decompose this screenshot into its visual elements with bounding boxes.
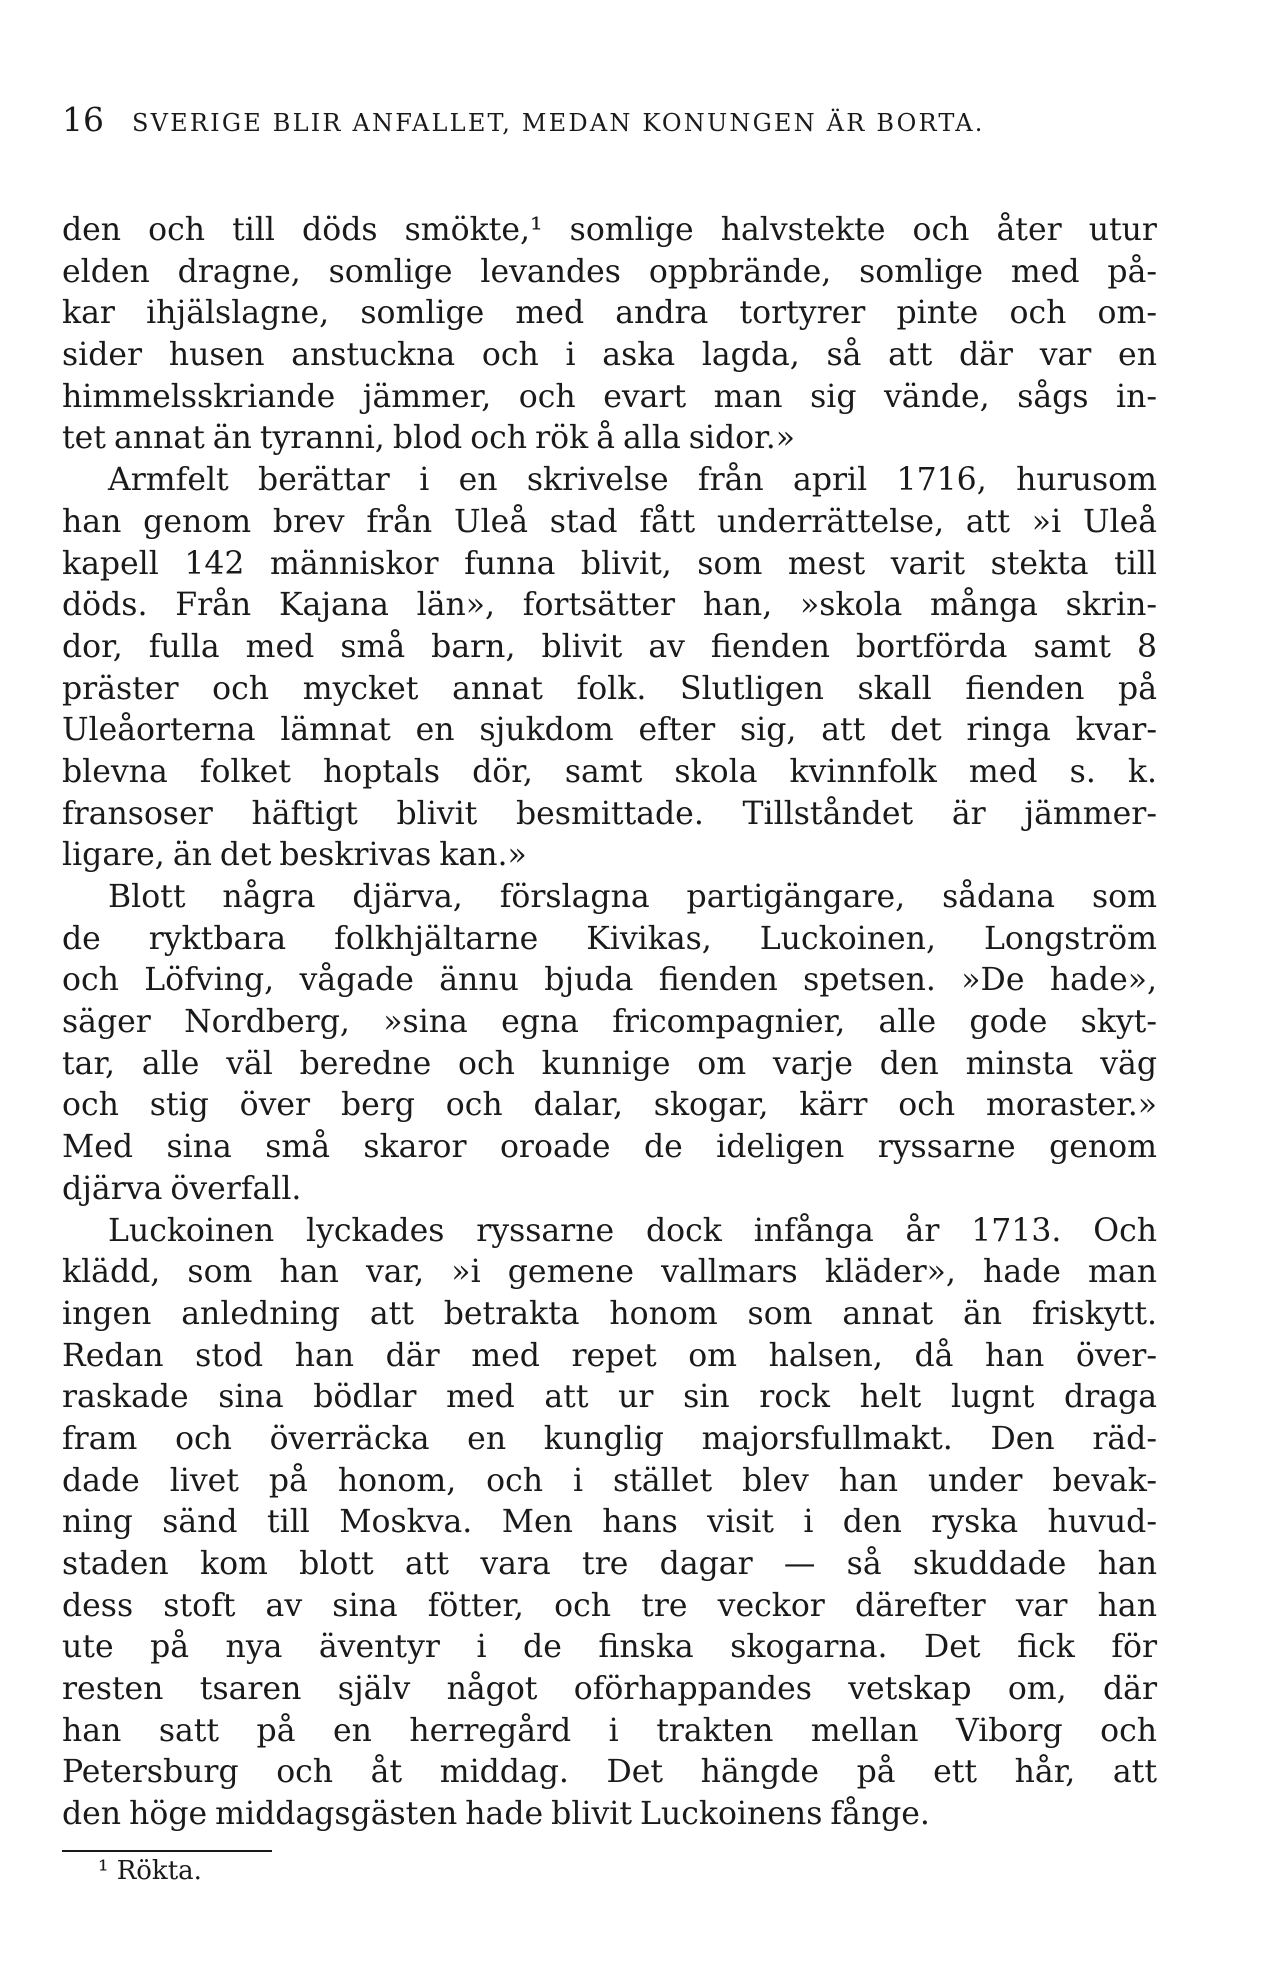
text-line: den höge middagsgästen hade blivit Luckoinens fånge. bbox=[62, 1796, 930, 1833]
text-line: säger Nordberg, »sina egna fricompagnier, alle gode skyt- bbox=[62, 1004, 1157, 1041]
text-line: himmelsskriande jämmer, och evart man sig vände, sågs in- bbox=[62, 378, 1157, 415]
text-line: den och till döds smökte,¹ somlige halvstekte och åter utur bbox=[62, 212, 1157, 248]
text-line: och Löfving, vågade ännu bjuda fienden spetsen. »De hade», bbox=[62, 962, 1157, 999]
text-line: kar ihjälslagne, somlige med andra tortyrer pinte och om- bbox=[62, 295, 1157, 332]
page-number: 16 bbox=[62, 100, 104, 139]
text-line: ning sänd till Moskva. Men hans visit i den ryska huvud- bbox=[62, 1504, 1157, 1541]
text-line: fransoser häftigt blivit besmittade. Tillståndet är jämmer- bbox=[62, 795, 1157, 832]
text-line: och stig över berg och dalar, skogar, kärr och moraster.» bbox=[62, 1087, 1157, 1124]
text-line: staden kom blott att vara tre dagar — så skuddade han bbox=[62, 1546, 1157, 1582]
text-line: resten tsaren själv något oförhappandes vetskap om, där bbox=[62, 1671, 1157, 1708]
text-line: Blott några djärva, förslagna partigängare, sådana som bbox=[108, 879, 1157, 915]
text-line: dade livet på honom, och i stället blev han under bevak- bbox=[62, 1462, 1157, 1499]
text-line: han satt på en herregård i trakten mellan Viborg och bbox=[62, 1712, 1157, 1749]
text-line: ute på nya äventyr i de finska skogarna. Det fick för bbox=[62, 1629, 1157, 1666]
text-line: ligare, än det beskrivas kan.» bbox=[62, 837, 527, 874]
text-line: blevna folket hoptals dör, samt skola kvinnfolk med s. k. bbox=[62, 753, 1157, 790]
text-line: Armfelt berättar i en skrivelse från april 1716, hurusom bbox=[108, 462, 1157, 499]
footnote bbox=[62, 1854, 1157, 1888]
text-line: döds. Från Kajana län», fortsätter han, »skola många skrin- bbox=[62, 587, 1157, 624]
text-line: klädd, som han var, »i gemene vallmars kläder», hade man bbox=[62, 1254, 1157, 1291]
text-line: raskade sina bödlar med att ur sin rock helt lugnt draga bbox=[62, 1379, 1157, 1416]
text-line: fram och överräcka en kunglig majorsfullmakt. Den räd- bbox=[62, 1420, 1157, 1457]
book-page bbox=[62, 100, 1157, 1888]
footnote-text: Rökta. bbox=[116, 1855, 202, 1886]
text-line: tar, alle väl beredne och kunnige om varje den minsta väg bbox=[62, 1045, 1157, 1082]
text-line: Petersburg och åt middag. Det hängde på ett hår, att bbox=[62, 1754, 1157, 1791]
text-line: präster och mycket annat folk. Slutligen skall fienden på bbox=[62, 670, 1157, 707]
text-line: elden dragne, somlige levandes oppbrände, somlige med på- bbox=[62, 253, 1157, 290]
text-line: djärva överfall. bbox=[62, 1170, 302, 1207]
text-line: Uleåorterna lämnat en sjukdom efter sig, att det ringa kvar- bbox=[62, 712, 1157, 749]
text-line: sider husen anstuckna och i aska lagda, så att där var en bbox=[62, 337, 1157, 374]
text-line: de ryktbara folkhjältarne Kivikas, Luckoinen, Longström bbox=[62, 920, 1157, 957]
text-line: han genom brev från Uleå stad fått underrättelse, att »i Uleå bbox=[62, 503, 1157, 540]
text-line: kapell 142 människor funna blivit, som mest varit stekta till bbox=[62, 545, 1157, 582]
footnote-divider bbox=[62, 1850, 272, 1852]
running-title: SVERIGE BLIR ANFALLET, MEDAN KONUNGEN ÄR BORTA. bbox=[132, 109, 985, 137]
text-line: tet annat än tyranni, blod och rök å alla sidor.» bbox=[62, 420, 796, 457]
footnote-marker: ¹ bbox=[98, 1855, 109, 1886]
text-line: ingen anledning att betrakta honom som annat än friskytt. bbox=[62, 1295, 1157, 1332]
text-line: dess stoft av sina fötter, och tre veckor därefter var han bbox=[62, 1587, 1157, 1624]
page-header bbox=[62, 100, 1157, 146]
text-line: Med sina små skaror oroade de ideligen ryssarne genom bbox=[62, 1129, 1157, 1166]
body-text bbox=[62, 210, 1157, 1836]
text-line: dor, fulla med små barn, blivit av fienden bortförda samt 8 bbox=[62, 628, 1157, 665]
text-line: Luckoinen lyckades ryssarne dock infånga år 1713. Och bbox=[108, 1212, 1157, 1249]
text-line: Redan stod han där med repet om halsen, då han över- bbox=[62, 1337, 1157, 1374]
